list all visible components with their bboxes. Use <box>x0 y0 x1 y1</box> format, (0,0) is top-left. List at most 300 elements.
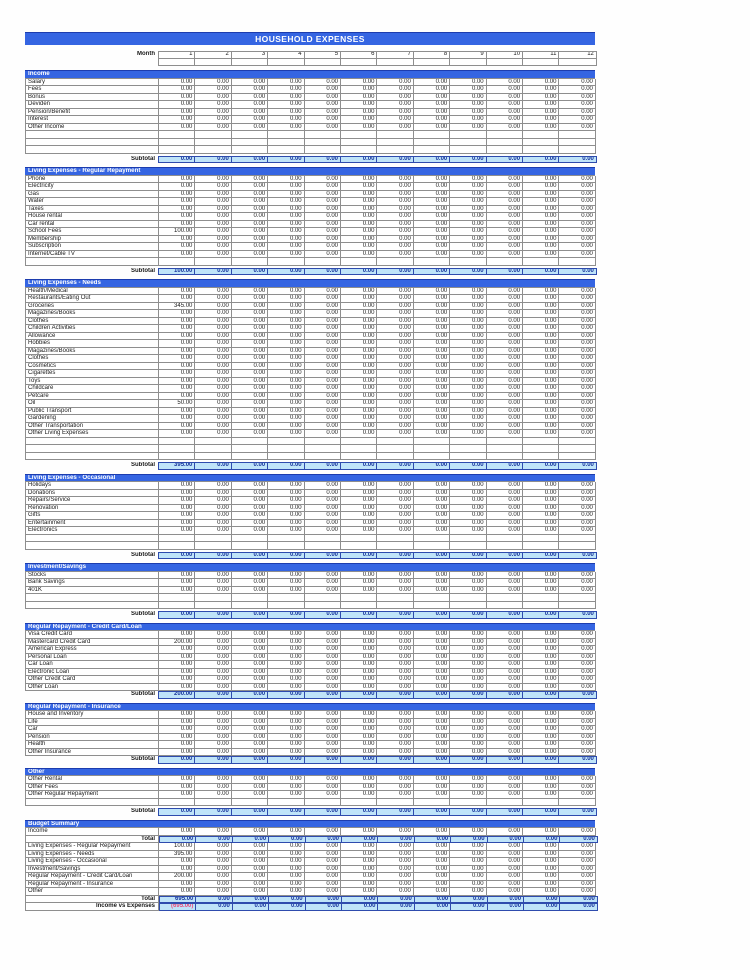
value-cell[interactable]: 0.00 <box>377 851 413 859</box>
blank-cell[interactable] <box>305 594 341 602</box>
value-cell[interactable]: 0.00 <box>450 684 486 692</box>
value-cell[interactable]: 0.00 <box>414 318 450 326</box>
value-cell[interactable]: 0.00 <box>341 587 377 595</box>
value-cell[interactable]: 0.00 <box>559 684 595 692</box>
value-cell[interactable]: 0.00 <box>341 221 377 229</box>
subtotal-cell[interactable]: 0.00 <box>232 757 268 763</box>
row-label-cell[interactable]: Restaurants/Eating Out <box>26 295 159 303</box>
blank-cell[interactable] <box>377 139 413 147</box>
value-cell[interactable]: 0.00 <box>377 116 413 124</box>
blank-cell[interactable] <box>487 453 523 461</box>
row-label-cell[interactable]: Living Expenses - Regular Repayment <box>26 843 159 851</box>
value-cell[interactable]: 0.00 <box>341 340 377 348</box>
value-cell[interactable]: 0.00 <box>268 858 304 866</box>
value-cell[interactable]: 0.00 <box>232 310 268 318</box>
value-cell[interactable]: 0.00 <box>377 348 413 356</box>
value-cell[interactable]: 0.00 <box>450 888 486 896</box>
value-cell[interactable]: 0.00 <box>559 213 595 221</box>
value-cell[interactable]: 0.00 <box>195 363 231 371</box>
value-cell[interactable]: 0.00 <box>305 654 341 662</box>
value-cell[interactable]: 0.00 <box>487 340 523 348</box>
value-cell[interactable]: 0.00 <box>414 243 450 251</box>
value-cell[interactable]: 0.00 <box>305 851 341 859</box>
value-cell[interactable]: 0.00 <box>268 631 304 639</box>
value-cell[interactable]: 0.00 <box>341 482 377 490</box>
summary-total-cell[interactable]: 0.00 <box>451 904 487 910</box>
value-cell[interactable]: 0.00 <box>450 661 486 669</box>
blank-cell[interactable] <box>377 438 413 446</box>
value-cell[interactable]: 0.00 <box>341 873 377 881</box>
value-cell[interactable]: 0.00 <box>559 784 595 792</box>
value-cell[interactable]: 0.00 <box>450 295 486 303</box>
month-col-5[interactable]: 5 <box>305 52 341 58</box>
value-cell[interactable]: 0.00 <box>159 654 195 662</box>
subtotal-cell[interactable]: 0.00 <box>377 157 413 163</box>
value-cell[interactable]: 0.00 <box>159 572 195 580</box>
value-cell[interactable]: 0.00 <box>414 719 450 727</box>
row-label-cell[interactable]: Other Income <box>26 124 159 132</box>
value-cell[interactable]: 0.00 <box>523 355 559 363</box>
value-cell[interactable]: 0.00 <box>195 711 231 719</box>
subtotal-cell[interactable]: 0.00 <box>232 809 268 815</box>
blank-cell[interactable] <box>414 594 450 602</box>
row-label-cell[interactable]: Other Insurance <box>26 749 159 757</box>
value-cell[interactable]: 0.00 <box>559 101 595 109</box>
value-cell[interactable]: 0.00 <box>414 213 450 221</box>
blank-cell[interactable] <box>450 594 486 602</box>
value-cell[interactable]: 0.00 <box>341 101 377 109</box>
blank-cell[interactable] <box>559 602 595 610</box>
value-cell[interactable]: 0.00 <box>377 631 413 639</box>
value-cell[interactable]: 0.00 <box>487 228 523 236</box>
value-cell[interactable]: 0.00 <box>523 116 559 124</box>
value-cell[interactable]: 0.00 <box>268 378 304 386</box>
value-cell[interactable]: 0.00 <box>487 676 523 684</box>
subtotal-cell[interactable]: 0.00 <box>305 157 341 163</box>
value-cell[interactable]: 0.00 <box>487 726 523 734</box>
value-cell[interactable]: 0.00 <box>232 191 268 199</box>
value-cell[interactable]: 0.00 <box>523 251 559 259</box>
value-cell[interactable]: 0.00 <box>195 851 231 859</box>
value-cell[interactable]: 0.00 <box>268 303 304 311</box>
blank-cell[interactable] <box>232 799 268 807</box>
value-cell[interactable]: 0.00 <box>414 866 450 874</box>
subtotal-cell[interactable]: 0.00 <box>341 269 377 275</box>
value-cell[interactable]: 0.00 <box>559 400 595 408</box>
value-cell[interactable]: 0.00 <box>268 505 304 513</box>
value-cell[interactable]: 0.00 <box>377 858 413 866</box>
value-cell[interactable]: 0.00 <box>159 741 195 749</box>
month-col-4[interactable]: 4 <box>268 52 304 58</box>
value-cell[interactable]: 0.00 <box>523 378 559 386</box>
value-cell[interactable]: 0.00 <box>232 243 268 251</box>
value-cell[interactable]: 0.00 <box>195 676 231 684</box>
value-cell[interactable]: 0.00 <box>559 482 595 490</box>
blank-cell[interactable] <box>268 146 304 154</box>
value-cell[interactable]: 0.00 <box>268 340 304 348</box>
value-cell[interactable]: 0.00 <box>450 512 486 520</box>
subtotal-cell[interactable]: 0.00 <box>268 269 304 275</box>
value-cell[interactable]: 0.00 <box>450 741 486 749</box>
value-cell[interactable]: 0.00 <box>559 726 595 734</box>
blank-cell[interactable] <box>487 59 523 66</box>
blank-cell[interactable] <box>559 799 595 807</box>
value-cell[interactable]: 0.00 <box>305 198 341 206</box>
value-cell[interactable]: 0.00 <box>268 355 304 363</box>
blank-cell[interactable] <box>268 438 304 446</box>
value-cell[interactable]: 0.00 <box>559 520 595 528</box>
value-cell[interactable]: 0.00 <box>559 191 595 199</box>
blank-cell[interactable] <box>450 535 486 543</box>
row-label-cell[interactable]: Gifts <box>26 512 159 520</box>
value-cell[interactable]: 0.00 <box>268 579 304 587</box>
value-cell[interactable]: 0.00 <box>232 866 268 874</box>
value-cell[interactable]: 0.00 <box>341 639 377 647</box>
subtotal-cell[interactable]: 0.00 <box>232 269 268 275</box>
blank-cell[interactable] <box>232 258 268 266</box>
value-cell[interactable]: 0.00 <box>159 348 195 356</box>
value-cell[interactable]: 0.00 <box>232 631 268 639</box>
row-label-cell[interactable]: American Express <box>26 646 159 654</box>
value-cell[interactable]: 0.00 <box>268 669 304 677</box>
value-cell[interactable]: 0.00 <box>195 340 231 348</box>
value-cell[interactable]: 0.00 <box>450 79 486 87</box>
blank-cell[interactable] <box>487 535 523 543</box>
value-cell[interactable]: 0.00 <box>341 423 377 431</box>
value-cell[interactable]: 0.00 <box>341 288 377 296</box>
value-cell[interactable]: 0.00 <box>268 661 304 669</box>
value-cell[interactable]: 0.00 <box>341 295 377 303</box>
value-cell[interactable]: 0.00 <box>450 393 486 401</box>
value-cell[interactable]: 0.00 <box>450 236 486 244</box>
subtotal-cell[interactable]: 0.00 <box>523 553 559 559</box>
value-cell[interactable]: 0.00 <box>414 684 450 692</box>
value-cell[interactable]: 0.00 <box>414 370 450 378</box>
value-cell[interactable]: 0.00 <box>341 251 377 259</box>
value-cell[interactable]: 0.00 <box>195 843 231 851</box>
blank-cell[interactable] <box>159 445 195 453</box>
subtotal-cell[interactable]: 0.00 <box>305 757 341 763</box>
subtotal-cell[interactable]: 0.00 <box>523 757 559 763</box>
value-cell[interactable]: 0.00 <box>341 776 377 784</box>
summary-total-cell[interactable]: 0.00 <box>451 837 487 843</box>
value-cell[interactable]: 0.00 <box>268 198 304 206</box>
value-cell[interactable]: 0.00 <box>305 191 341 199</box>
summary-total-cell[interactable]: 0.00 <box>233 897 269 903</box>
subtotal-cell[interactable]: 0.00 <box>232 692 268 698</box>
value-cell[interactable]: 0.00 <box>487 490 523 498</box>
value-cell[interactable]: 0.00 <box>377 243 413 251</box>
value-cell[interactable]: 0.00 <box>341 415 377 423</box>
row-label-cell[interactable]: Visa Credit Card <box>26 631 159 639</box>
value-cell[interactable]: 0.00 <box>487 86 523 94</box>
value-cell[interactable]: 0.00 <box>195 873 231 881</box>
value-cell[interactable]: 0.00 <box>341 318 377 326</box>
value-cell[interactable]: 0.00 <box>305 505 341 513</box>
summary-total-cell[interactable]: 0.00 <box>196 837 232 843</box>
value-cell[interactable]: 0.00 <box>232 851 268 859</box>
blank-cell[interactable] <box>159 438 195 446</box>
value-cell[interactable]: 0.00 <box>159 340 195 348</box>
value-cell[interactable]: 0.00 <box>305 676 341 684</box>
value-cell[interactable]: 0.00 <box>195 749 231 757</box>
blank-cell[interactable] <box>232 542 268 550</box>
value-cell[interactable]: 0.00 <box>559 490 595 498</box>
subtotal-cell[interactable]: 0.00 <box>159 157 195 163</box>
row-label-cell[interactable]: Other <box>26 888 159 896</box>
blank-cell[interactable] <box>559 542 595 550</box>
value-cell[interactable]: 0.00 <box>559 505 595 513</box>
summary-total-cell[interactable]: 0.00 <box>269 897 305 903</box>
blank-cell[interactable] <box>450 438 486 446</box>
value-cell[interactable]: 0.00 <box>195 333 231 341</box>
value-cell[interactable]: 0.00 <box>377 579 413 587</box>
blank-cell[interactable] <box>232 594 268 602</box>
value-cell[interactable]: 0.00 <box>341 400 377 408</box>
value-cell[interactable]: 0.00 <box>341 236 377 244</box>
value-cell[interactable]: 0.00 <box>559 340 595 348</box>
blank-cell[interactable] <box>268 799 304 807</box>
value-cell[interactable]: 0.00 <box>414 527 450 535</box>
value-cell[interactable]: 0.00 <box>487 213 523 221</box>
summary-total-cell[interactable]: 0.00 <box>196 897 232 903</box>
value-cell[interactable]: 0.00 <box>523 587 559 595</box>
value-cell[interactable]: 0.00 <box>268 749 304 757</box>
value-cell[interactable]: 0.00 <box>487 866 523 874</box>
blank-cell[interactable] <box>377 602 413 610</box>
subtotal-cell[interactable]: 0.00 <box>195 692 231 698</box>
value-cell[interactable]: 0.00 <box>559 587 595 595</box>
blank-cell[interactable] <box>523 542 559 550</box>
value-cell[interactable]: 0.00 <box>341 749 377 757</box>
value-cell[interactable]: 0.00 <box>159 415 195 423</box>
row-label-cell[interactable]: Internet/Cable TV <box>26 251 159 259</box>
value-cell[interactable]: 0.00 <box>450 873 486 881</box>
value-cell[interactable]: 0.00 <box>523 333 559 341</box>
blank-cell[interactable] <box>195 594 231 602</box>
value-cell[interactable]: 0.00 <box>414 843 450 851</box>
value-cell[interactable]: 0.00 <box>195 213 231 221</box>
blank-cell[interactable] <box>450 602 486 610</box>
subtotal-cell[interactable]: 0.00 <box>195 553 231 559</box>
value-cell[interactable]: 0.00 <box>159 684 195 692</box>
subtotal-cell[interactable]: 0.00 <box>450 157 486 163</box>
value-cell[interactable]: 0.00 <box>159 251 195 259</box>
month-col-9[interactable]: 9 <box>450 52 486 58</box>
blank-cell[interactable] <box>268 602 304 610</box>
value-cell[interactable]: 0.00 <box>268 497 304 505</box>
value-cell[interactable]: 0.00 <box>559 408 595 416</box>
blank-cell[interactable] <box>414 542 450 550</box>
summary-total-cell[interactable]: 0.00 <box>233 837 269 843</box>
value-cell[interactable]: 0.00 <box>377 415 413 423</box>
value-cell[interactable]: 0.00 <box>377 719 413 727</box>
value-cell[interactable]: 0.00 <box>305 520 341 528</box>
value-cell[interactable]: 0.00 <box>377 654 413 662</box>
subtotal-cell[interactable]: 0.00 <box>232 463 268 469</box>
value-cell[interactable]: 0.00 <box>450 325 486 333</box>
value-cell[interactable]: 0.00 <box>305 784 341 792</box>
summary-total-cell[interactable]: 0.00 <box>342 897 378 903</box>
value-cell[interactable]: 0.00 <box>305 206 341 214</box>
value-cell[interactable]: 0.00 <box>341 206 377 214</box>
value-cell[interactable]: 0.00 <box>305 408 341 416</box>
blank-cell[interactable] <box>159 535 195 543</box>
blank-cell[interactable] <box>341 59 377 66</box>
value-cell[interactable]: 0.00 <box>195 198 231 206</box>
value-cell[interactable]: 0.00 <box>195 669 231 677</box>
value-cell[interactable]: 0.00 <box>341 363 377 371</box>
value-cell[interactable]: 0.00 <box>268 124 304 132</box>
value-cell[interactable]: 0.00 <box>487 646 523 654</box>
value-cell[interactable]: 0.00 <box>559 631 595 639</box>
value-cell[interactable]: 0.00 <box>195 866 231 874</box>
month-col-11[interactable]: 11 <box>523 52 559 58</box>
value-cell[interactable]: 0.00 <box>268 684 304 692</box>
subtotal-cell[interactable]: 0.00 <box>268 553 304 559</box>
value-cell[interactable]: 0.00 <box>305 124 341 132</box>
value-cell[interactable]: 0.00 <box>232 482 268 490</box>
summary-total-cell[interactable]: 0.00 <box>378 897 414 903</box>
blank-cell[interactable] <box>559 258 595 266</box>
value-cell[interactable]: 0.00 <box>487 423 523 431</box>
value-cell[interactable]: 0.00 <box>559 109 595 117</box>
row-label-cell[interactable]: Car rental <box>26 221 159 229</box>
value-cell[interactable]: 0.00 <box>305 490 341 498</box>
value-cell[interactable]: 0.00 <box>559 888 595 896</box>
value-cell[interactable]: 0.00 <box>559 176 595 184</box>
value-cell[interactable]: 0.00 <box>305 873 341 881</box>
value-cell[interactable]: 0.00 <box>414 828 450 836</box>
blank-cell[interactable] <box>559 59 595 66</box>
blank-cell[interactable] <box>341 438 377 446</box>
blank-cell[interactable] <box>377 535 413 543</box>
blank-cell[interactable] <box>377 131 413 139</box>
value-cell[interactable]: 0.00 <box>232 228 268 236</box>
value-cell[interactable]: 0.00 <box>523 101 559 109</box>
value-cell[interactable]: 0.00 <box>487 579 523 587</box>
value-cell[interactable]: 0.00 <box>232 579 268 587</box>
value-cell[interactable]: 0.00 <box>195 888 231 896</box>
value-cell[interactable]: 0.00 <box>159 325 195 333</box>
value-cell[interactable]: 0.00 <box>377 221 413 229</box>
value-cell[interactable]: 0.00 <box>268 393 304 401</box>
month-col-2[interactable]: 2 <box>195 52 231 58</box>
value-cell[interactable]: 0.00 <box>232 711 268 719</box>
value-cell[interactable]: 0.00 <box>195 191 231 199</box>
blank-cell[interactable] <box>268 139 304 147</box>
blank-cell[interactable] <box>487 594 523 602</box>
subtotal-label[interactable]: Subtotal <box>131 756 155 762</box>
subtotal-cell[interactable]: 0.00 <box>377 692 413 698</box>
value-cell[interactable]: 0.00 <box>159 888 195 896</box>
value-cell[interactable]: 0.00 <box>559 183 595 191</box>
blank-cell[interactable] <box>305 131 341 139</box>
value-cell[interactable]: 0.00 <box>195 86 231 94</box>
value-cell[interactable]: 0.00 <box>377 881 413 889</box>
value-cell[interactable]: 0.00 <box>195 828 231 836</box>
value-cell[interactable]: 0.00 <box>268 888 304 896</box>
subtotal-cell[interactable]: 0.00 <box>450 809 486 815</box>
value-cell[interactable]: 0.00 <box>268 866 304 874</box>
value-cell[interactable]: 0.00 <box>414 310 450 318</box>
value-cell[interactable]: 0.00 <box>487 430 523 438</box>
value-cell[interactable]: 0.00 <box>414 303 450 311</box>
row-label-cell[interactable]: Pension <box>26 734 159 742</box>
value-cell[interactable]: 0.00 <box>377 741 413 749</box>
blank-cell[interactable] <box>450 445 486 453</box>
value-cell[interactable]: 0.00 <box>559 310 595 318</box>
row-label-cell[interactable]: Childcare <box>26 385 159 393</box>
value-cell[interactable]: 0.00 <box>305 363 341 371</box>
value-cell[interactable]: 0.00 <box>414 430 450 438</box>
value-cell[interactable]: 0.00 <box>450 866 486 874</box>
value-cell[interactable]: 0.00 <box>487 355 523 363</box>
value-cell[interactable]: 0.00 <box>195 385 231 393</box>
blank-cell[interactable] <box>232 438 268 446</box>
subtotal-cell[interactable]: 0.00 <box>159 553 195 559</box>
value-cell[interactable]: 0.00 <box>414 355 450 363</box>
value-cell[interactable]: 0.00 <box>377 749 413 757</box>
subtotal-cell[interactable]: 0.00 <box>414 809 450 815</box>
value-cell[interactable]: 0.00 <box>414 881 450 889</box>
value-cell[interactable]: 0.00 <box>523 749 559 757</box>
value-cell[interactable]: 0.00 <box>195 393 231 401</box>
value-cell[interactable]: 0.00 <box>559 430 595 438</box>
value-cell[interactable]: 0.00 <box>450 363 486 371</box>
value-cell[interactable]: 0.00 <box>195 206 231 214</box>
value-cell[interactable]: 0.00 <box>450 191 486 199</box>
value-cell[interactable]: 0.00 <box>268 776 304 784</box>
value-cell[interactable]: 0.00 <box>450 828 486 836</box>
value-cell[interactable]: 0.00 <box>159 482 195 490</box>
value-cell[interactable]: 0.00 <box>305 734 341 742</box>
value-cell[interactable]: 0.00 <box>305 423 341 431</box>
blank-cell[interactable] <box>450 146 486 154</box>
value-cell[interactable]: 0.00 <box>305 243 341 251</box>
value-cell[interactable]: 0.00 <box>523 400 559 408</box>
value-cell[interactable]: 0.00 <box>159 776 195 784</box>
value-cell[interactable]: 0.00 <box>232 183 268 191</box>
blank-cell[interactable] <box>305 146 341 154</box>
value-cell[interactable]: 0.00 <box>305 183 341 191</box>
summary-total-cell[interactable]: 0.00 <box>415 897 451 903</box>
value-cell[interactable]: 0.00 <box>377 228 413 236</box>
row-label-cell[interactable]: Electronics <box>26 527 159 535</box>
value-cell[interactable]: 0.00 <box>487 684 523 692</box>
value-cell[interactable]: 0.00 <box>305 631 341 639</box>
value-cell[interactable]: 0.00 <box>341 676 377 684</box>
value-cell[interactable]: 0.00 <box>268 191 304 199</box>
value-cell[interactable]: 0.00 <box>341 243 377 251</box>
value-cell[interactable]: 0.00 <box>305 340 341 348</box>
value-cell[interactable]: 0.00 <box>487 408 523 416</box>
blank-cell[interactable] <box>523 146 559 154</box>
value-cell[interactable]: 0.00 <box>487 198 523 206</box>
value-cell[interactable]: 0.00 <box>232 741 268 749</box>
row-label-cell[interactable]: Hobbies <box>26 340 159 348</box>
value-cell[interactable]: 0.00 <box>487 363 523 371</box>
value-cell[interactable]: 0.00 <box>341 654 377 662</box>
subtotal-cell[interactable]: 0.00 <box>450 269 486 275</box>
value-cell[interactable]: 0.00 <box>232 415 268 423</box>
row-label-cell[interactable]: Cigarettes <box>26 370 159 378</box>
blank-label-cell[interactable] <box>26 258 159 266</box>
value-cell[interactable]: 0.00 <box>159 676 195 684</box>
value-cell[interactable]: 0.00 <box>450 116 486 124</box>
blank-cell[interactable] <box>195 131 231 139</box>
value-cell[interactable]: 0.00 <box>341 843 377 851</box>
